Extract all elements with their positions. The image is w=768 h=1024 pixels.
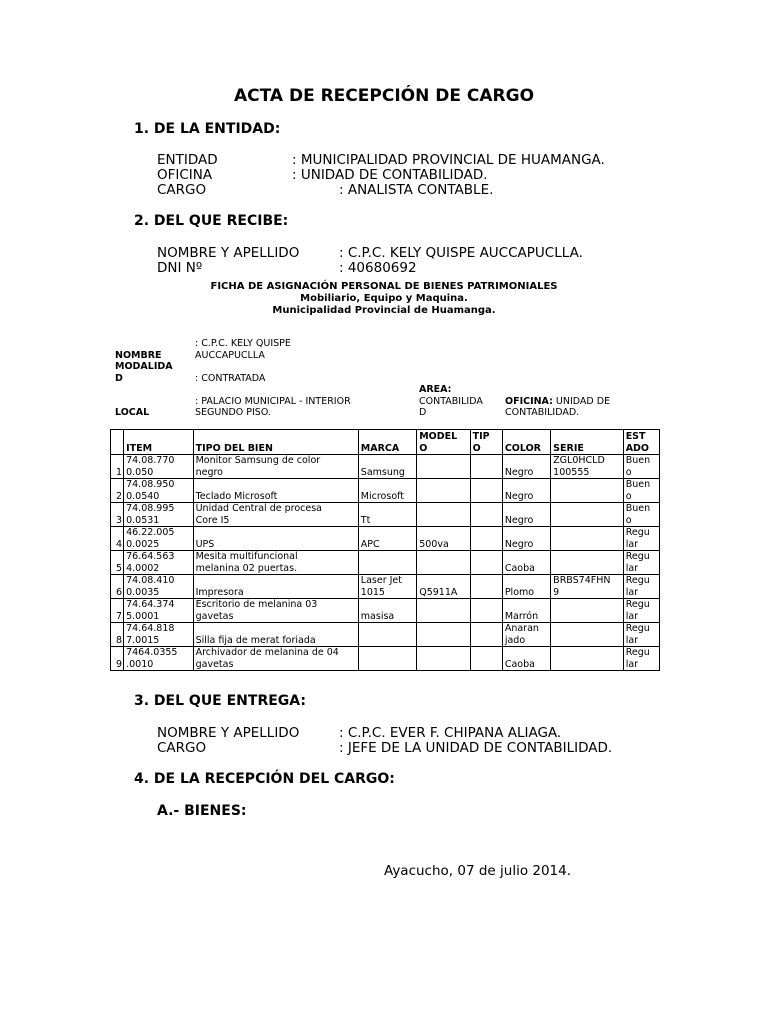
header-modelo [417,430,470,455]
section-recibe-heading: 2. DEL QUE RECIBE: [134,213,289,229]
cell-tipo [470,479,502,503]
cell-color-line2: jado [504,634,526,646]
cell-tipo [470,455,502,479]
bienes-table [110,429,660,671]
cell-tipo-bien [193,599,358,623]
cell-tipo [470,503,502,527]
cell-modelo [417,647,470,671]
cell-tipo [470,551,502,575]
local-value-line1: : PALACIO MUNICIPAL - INTERIOR [195,396,351,407]
cell-color [502,527,550,551]
cell-modelo [417,551,470,575]
cell-marca [358,623,416,647]
cell-tipo-bien-line2: Core I5 [195,514,230,526]
header-tipo-bien: TIPO DEL BIEN [193,430,358,455]
recibe-nombre-value: : C.P.C. KELY QUISPE AUCCAPUCLLA. [339,245,583,261]
place-date: Ayacucho, 07 de julio 2014. [384,863,572,879]
cell-serie [551,479,624,503]
cell-color-line2: Caoba [504,562,535,574]
header-color: COLOR [502,430,550,455]
entidad-label: ENTIDAD [157,152,218,168]
cell-color-line2: Caoba [504,658,535,670]
cell-estado-line2: lar [625,538,639,550]
bienes-subheading: A.- BIENES: [157,803,247,819]
area-value-line2: D [419,407,427,418]
document-title: ACTA DE RECEPCIÓN DE CARGO [233,86,535,106]
cell-modelo [417,503,470,527]
cell-estado-line2: lar [625,610,639,622]
cell-item [124,503,194,527]
modalidad-value: : CONTRATADA [195,373,266,384]
cell-estado-line1: Buen [625,455,651,466]
cell-tipo-bien [193,479,358,503]
header-estado [623,430,659,455]
cell-color [502,599,550,623]
cell-num: 9 [111,647,124,671]
entrega-nombre-value: : C.P.C. EVER F. CHIPANA ALIAGA. [339,725,562,741]
cell-modelo [417,623,470,647]
cell-marca [358,599,416,623]
cell-color [502,647,550,671]
cell-estado-line2: o [625,514,632,526]
cell-estado [623,455,659,479]
cell-marca [358,455,416,479]
dni-value: : 40680692 [339,260,417,276]
cell-modelo [417,599,470,623]
cell-item-line1: 46.22.005 [126,527,175,538]
oficina-ficha-label: OFICINA: [505,396,553,407]
cell-estado [623,527,659,551]
cell-tipo [470,623,502,647]
cell-item-line1: 74.08.995 [126,503,175,514]
cell-item [124,599,194,623]
cell-modelo [417,479,470,503]
cell-marca [358,527,416,551]
cell-tipo-bien [193,455,358,479]
cell-item-line1: 74.08.950 [126,479,175,490]
cell-serie [551,623,624,647]
cell-marca-line2: 1015 [360,586,385,598]
cell-estado-line1: Buen [625,503,651,514]
modalidad-label-line2: D [115,373,123,384]
cell-marca [358,503,416,527]
cell-tipo-bien [193,503,358,527]
cell-item-line2: 0.0035 [126,586,160,598]
table-row [111,479,660,503]
cell-tipo-bien-line1: Mesita multifuncional [195,551,298,562]
header-estado-line1: EST [625,431,646,442]
cell-tipo-bien-line2: UPS [195,538,215,550]
cell-item-line1: 74.64.818 [126,623,175,634]
dni-label: DNI Nº [157,260,203,276]
cell-serie-line2: 9 [553,586,560,598]
cell-tipo-bien [193,623,358,647]
table-row [111,455,660,479]
cell-color-line2: Marrón [504,610,539,622]
cell-tipo-bien-line1: Monitor Samsung de color [195,455,321,466]
cell-serie-line2: 100555 [553,466,590,478]
cell-modelo: 500va [417,527,470,551]
local-label: LOCAL [115,407,150,418]
ficha-title: FICHA DE ASIGNACIÓN PERSONAL DE BIENES PATRIMONIALES [210,281,558,292]
cell-num: 2 [111,479,124,503]
table-row [111,575,660,599]
cell-serie [551,647,624,671]
header-tipo-line1: TIP [472,431,490,442]
entidad-value: : MUNICIPALIDAD PROVINCIAL DE HUAMANGA. [292,152,605,168]
cell-marca-line1: Laser Jet [360,575,403,586]
cell-item [124,575,194,599]
local-value-line2: SEGUNDO PISO. [195,407,271,418]
cell-color-line2: Negro [504,466,534,478]
cell-num: 1 [111,455,124,479]
header-item: ITEM [124,430,194,455]
header-serie: SERIE [551,430,624,455]
cell-color-line1: Anaran [504,623,539,634]
section-entidad-heading: 1. DE LA ENTIDAD: [134,121,281,137]
cell-estado-line2: lar [625,562,639,574]
cell-color-line2: Negro [504,538,534,550]
ficha-municipality: Municipalidad Provincial de Huamanga. [272,305,496,316]
cell-color [502,455,550,479]
cell-modelo [417,455,470,479]
section-entrega-heading: 3. DEL QUE ENTREGA: [134,693,306,709]
table-header-row [111,430,660,455]
cell-serie-line1: ZGL0HCLD [553,455,605,466]
cell-modelo: Q5911A [417,575,470,599]
cell-item-line1: 74.64.374 [126,599,175,610]
nombre-label: NOMBRE [115,350,162,361]
section-recepcion-heading: 4. DE LA RECEPCIÓN DEL CARGO: [134,771,395,787]
cell-tipo-bien-line1: Archivador de melanina de 04 [195,647,339,658]
cell-tipo [470,575,502,599]
cell-tipo-bien [193,527,358,551]
cargo-value: : ANALISTA CONTABLE. [339,182,494,198]
cell-serie [551,575,624,599]
cell-tipo-bien-line2: Teclado Microsoft [195,490,278,502]
cell-estado-line1: Regu [625,623,650,634]
table-row [111,503,660,527]
cell-serie [551,503,624,527]
cell-estado-line2: lar [625,586,639,598]
cell-tipo-bien [193,647,358,671]
cell-color-line2: Plomo [504,586,535,598]
cell-tipo-bien-line2: Impresora [195,586,244,598]
entrega-nombre-label: NOMBRE Y APELLIDO [157,725,300,741]
cell-serie [551,599,624,623]
cell-color-line2: Negro [504,514,534,526]
cell-item [124,527,194,551]
table-row [111,599,660,623]
table-body [111,455,660,671]
cell-item-line2: 7.0015 [126,634,160,646]
cell-estado-line2: lar [625,634,639,646]
cell-color-line2: Negro [504,490,534,502]
cell-marca [358,551,416,575]
area-label: AREA: [419,384,452,395]
cell-item-line2: 0.0540 [126,490,160,502]
cell-tipo [470,599,502,623]
cell-num: 6 [111,575,124,599]
oficina-ficha [505,396,610,407]
cell-estado-line2: o [625,490,632,502]
cell-num: 8 [111,623,124,647]
cell-tipo-bien-line1: Unidad Central de procesa [195,503,322,514]
cell-color [502,503,550,527]
cell-marca-line2: APC [360,538,380,550]
cell-num: 5 [111,551,124,575]
header-tipo [470,430,502,455]
cell-estado [623,551,659,575]
modalidad-label-line1: MODALIDA [115,361,173,372]
cell-estado-line1: Buen [625,479,651,490]
oficina-value: : UNIDAD DE CONTABILIDAD. [292,167,488,183]
cell-estado-line1: Regu [625,575,650,586]
area-value-line1: CONTABILIDA [419,396,483,407]
cell-serie [551,527,624,551]
cell-tipo-bien-line1: Escritorio de melanina 03 [195,599,318,610]
header-num [111,430,124,455]
table-row [111,623,660,647]
oficina-label: OFICINA [157,167,213,183]
cell-marca-line2: Tt [360,514,371,526]
cell-estado-line2: o [625,466,632,478]
oficina-ficha-value: UNIDAD DE [552,396,611,407]
cell-marca-line2: Microsoft [360,490,405,502]
entrega-cargo-value: : JEFE DE LA UNIDAD DE CONTABILIDAD. [339,740,613,756]
cargo-label: CARGO [157,182,207,198]
cell-num: 3 [111,503,124,527]
cell-item-line1: 76.64.563 [126,551,175,562]
cell-item-line1: 74.08.770 [126,455,175,466]
cell-estado-line1: Regu [625,647,650,658]
cell-tipo-bien-line2: negro [195,466,223,478]
cell-tipo-bien-line2: Silla fija de merat foriada [195,634,316,646]
ficha-subtitle: Mobiliario, Equipo y Maquina. [300,293,468,304]
table-row [111,647,660,671]
cell-marca-line2: Samsung [360,466,405,478]
nombre-value-line1: : C.P.C. KELY QUISPE [195,338,291,349]
cell-estado [623,479,659,503]
cell-item-line1: 7464.0355 [126,647,178,658]
cell-estado [623,647,659,671]
cell-serie [551,455,624,479]
cell-tipo [470,647,502,671]
cell-estado-line2: lar [625,658,639,670]
cell-item-line1: 74.08.410 [126,575,175,586]
entrega-cargo-label: CARGO [157,740,207,756]
cell-tipo-bien-line2: melanina 02 puertas. [195,562,298,574]
header-estado-line2: ADO [625,442,650,454]
recibe-nombre-label: NOMBRE Y APELLIDO [157,245,300,261]
cell-estado-line1: Regu [625,551,650,562]
header-modelo-line2: O [419,442,428,454]
cell-color [502,575,550,599]
cell-item-line2: 0.050 [126,466,154,478]
table-row [111,551,660,575]
cell-item [124,623,194,647]
cell-num: 7 [111,599,124,623]
cell-item-line2: 0.0025 [126,538,160,550]
cell-estado [623,575,659,599]
cell-estado [623,599,659,623]
cell-item [124,647,194,671]
cell-marca [358,647,416,671]
cell-marca [358,479,416,503]
nombre-value-line2: AUCCAPUCLLA [195,350,265,361]
cell-tipo-bien-line2: gavetas [195,610,234,622]
cell-serie-line1: BRBS74FHN [553,575,611,586]
cell-item-line2: 4.0002 [126,562,160,574]
cell-estado-line1: Regu [625,599,650,610]
cell-item-line2: 0.0531 [126,514,160,526]
cell-tipo [470,527,502,551]
oficina-ficha-value-line2: CONTABILIDAD. [505,407,580,418]
cell-color [502,551,550,575]
cell-item-line2: 5.0001 [126,610,160,622]
cell-num: 4 [111,527,124,551]
cell-item-line2: .0010 [126,658,154,670]
cell-tipo-bien-line2: gavetas [195,658,234,670]
cell-tipo-bien [193,575,358,599]
cell-estado [623,623,659,647]
cell-item [124,479,194,503]
cell-item [124,551,194,575]
cell-tipo-bien [193,551,358,575]
header-modelo-line1: MODEL [419,431,458,442]
cell-estado-line1: Regu [625,527,650,538]
cell-marca-line2: masisa [360,610,395,622]
cell-color [502,479,550,503]
cell-color [502,623,550,647]
cell-item [124,455,194,479]
table-row [111,527,660,551]
cell-marca [358,575,416,599]
header-tipo-line2: O [472,442,481,454]
cell-serie [551,551,624,575]
cell-estado [623,503,659,527]
header-marca: MARCA [358,430,416,455]
